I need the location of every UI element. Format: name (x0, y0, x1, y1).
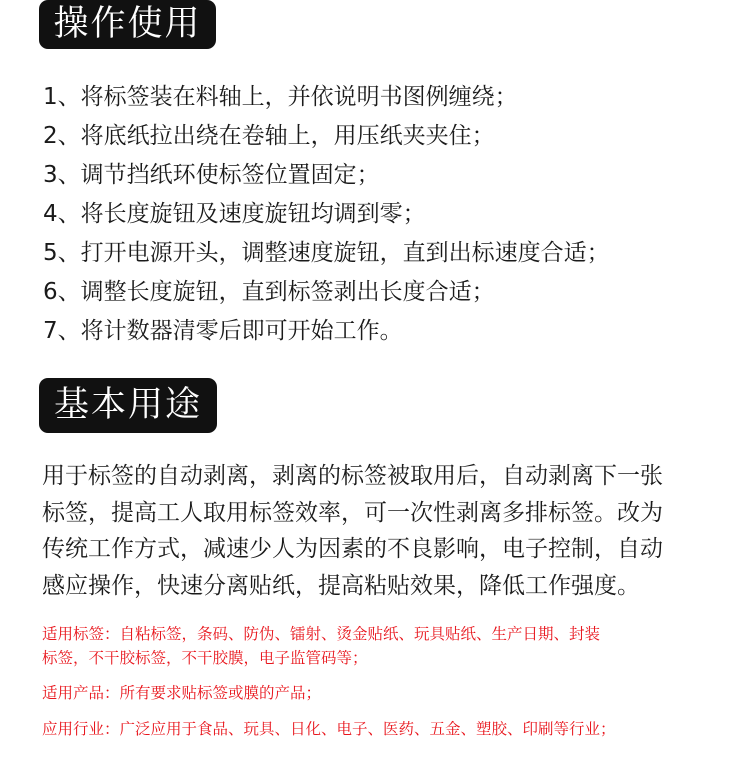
basic-use-description (42, 458, 722, 604)
description-line: 用于标签的自动剥离，剥离的标签被取用后，自动剥离下一张 (42, 463, 663, 489)
applicable-labels-line: 适用标签：自粘标签，条码、防伪、镭射、烫金贴纸、玩具贴纸、生产日期、封装 (42, 625, 601, 643)
operation-steps-list (43, 78, 610, 351)
applicable-labels-note (42, 622, 600, 670)
operation-step: 1、将标签装在料轴上，并依说明书图例缠绕； (43, 84, 518, 110)
description-line: 传统工作方式，减速少人为因素的不良影响，电子控制，自动 (42, 536, 663, 562)
operation-step: 3、调节挡纸环使标签位置固定； (43, 162, 380, 188)
applicable-labels-line: 标签，不干胶标签，不干胶膜，电子监管码等； (42, 649, 368, 667)
industries-note: 应用行业：广泛应用于食品、玩具、日化、电子、医药、五金、塑胶、印刷等行业； (42, 720, 616, 738)
description-line: 标签，提高工人取用标签效率，可一次性剥离多排标签。改为 (42, 499, 663, 526)
basic-use-section-title: 基本用途 (39, 378, 217, 433)
applicable-products-note: 适用产品：所有要求贴标签或膜的产品； (42, 684, 322, 702)
operation-step: 2、将底纸拉出绕在卷轴上，用压纸夹夹住； (43, 123, 495, 149)
operation-step: 4、将长度旋钮及速度旋钮均调到零； (43, 201, 426, 227)
operation-step: 6、调整长度旋钮，直到标签剥出长度合适； (43, 279, 495, 305)
operation-step: 5、打开电源开头，调整速度旋钮，直到出标速度合适； (43, 240, 610, 266)
description-line: 感应操作，快速分离贴纸，提高粘贴效果，降低工作强度。 (42, 572, 640, 599)
operation-section-title: 操作使用 (39, 0, 216, 49)
operation-step: 7、将计数器清零后即可开始工作。 (43, 318, 403, 344)
